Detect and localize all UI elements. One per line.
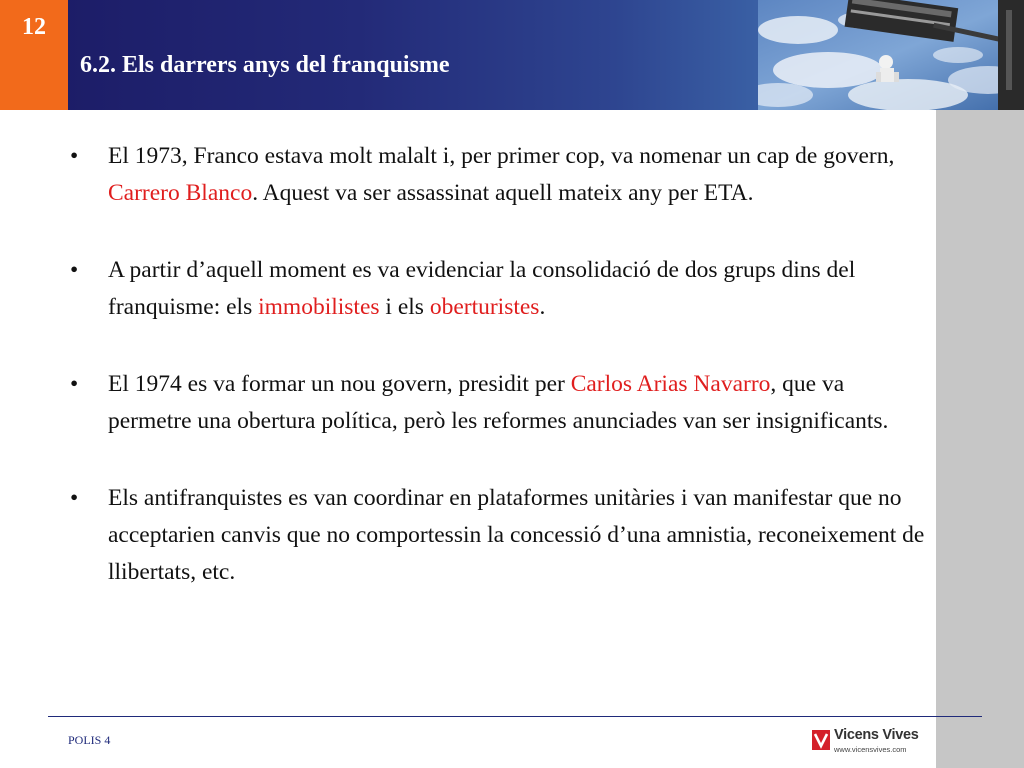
earth-astronaut-image bbox=[758, 0, 1024, 110]
bullet-item bbox=[66, 252, 932, 326]
right-sidebar bbox=[936, 110, 1024, 768]
logo-name: Vicens Vives bbox=[834, 727, 919, 743]
bullet-text: A partir d’aquell moment es va evidenciar la consolidació de dos grups dins del franquisme: els bbox=[108, 257, 856, 320]
highlighted-term: immobilistes bbox=[258, 294, 380, 320]
bullet-dot: • bbox=[70, 485, 79, 511]
slide-header bbox=[0, 0, 1024, 110]
bullet-dot: • bbox=[70, 371, 79, 397]
bullet-text: Els antifranquistes es van coordinar en plataformes unitàries i van manifestar que no acceptarien canvis que no comportessin la concessió d’una amnistia, reconeixement de llibertats, etc. bbox=[108, 485, 925, 585]
footer-divider bbox=[48, 716, 982, 717]
bullet-text: . Aquest va ser assassinat aquell mateix any per ETA. bbox=[252, 180, 754, 206]
highlighted-term: Carrero Blanco bbox=[108, 180, 253, 206]
bullet-text: El 1973, Franco estava molt malalt i, per primer cop, va nomenar un cap de govern, bbox=[108, 143, 895, 169]
bullet-text: i els bbox=[379, 294, 430, 320]
slide-number-box bbox=[0, 0, 68, 110]
bullet-item bbox=[66, 480, 932, 591]
bullet-text: El 1974 es va formar un nou govern, presidit per bbox=[108, 371, 571, 397]
bullet-text: , que va permetre una obertura política, però les reformes anunciades van ser insignificants. bbox=[108, 371, 889, 434]
slide-title: 6.2. Els darrers anys del franquisme bbox=[80, 52, 450, 78]
bullet-item bbox=[66, 366, 932, 440]
highlighted-term: oberturistes bbox=[429, 294, 540, 320]
bullet-dot: • bbox=[70, 257, 79, 283]
bullet-item bbox=[66, 138, 932, 212]
bullet-list bbox=[66, 138, 932, 631]
logo-v-mark-icon bbox=[812, 730, 830, 750]
bullet-text: . bbox=[539, 294, 546, 320]
space-station-photo bbox=[758, 0, 1024, 110]
highlighted-term: Carlos Arias Navarro bbox=[570, 371, 771, 397]
publisher-logo bbox=[812, 728, 924, 758]
logo-url: www.vicensvives.com bbox=[834, 745, 907, 754]
footer-label: POLIS 4 bbox=[68, 733, 111, 747]
slide-number: 12 bbox=[22, 14, 46, 40]
bullet-dot: • bbox=[70, 143, 79, 169]
